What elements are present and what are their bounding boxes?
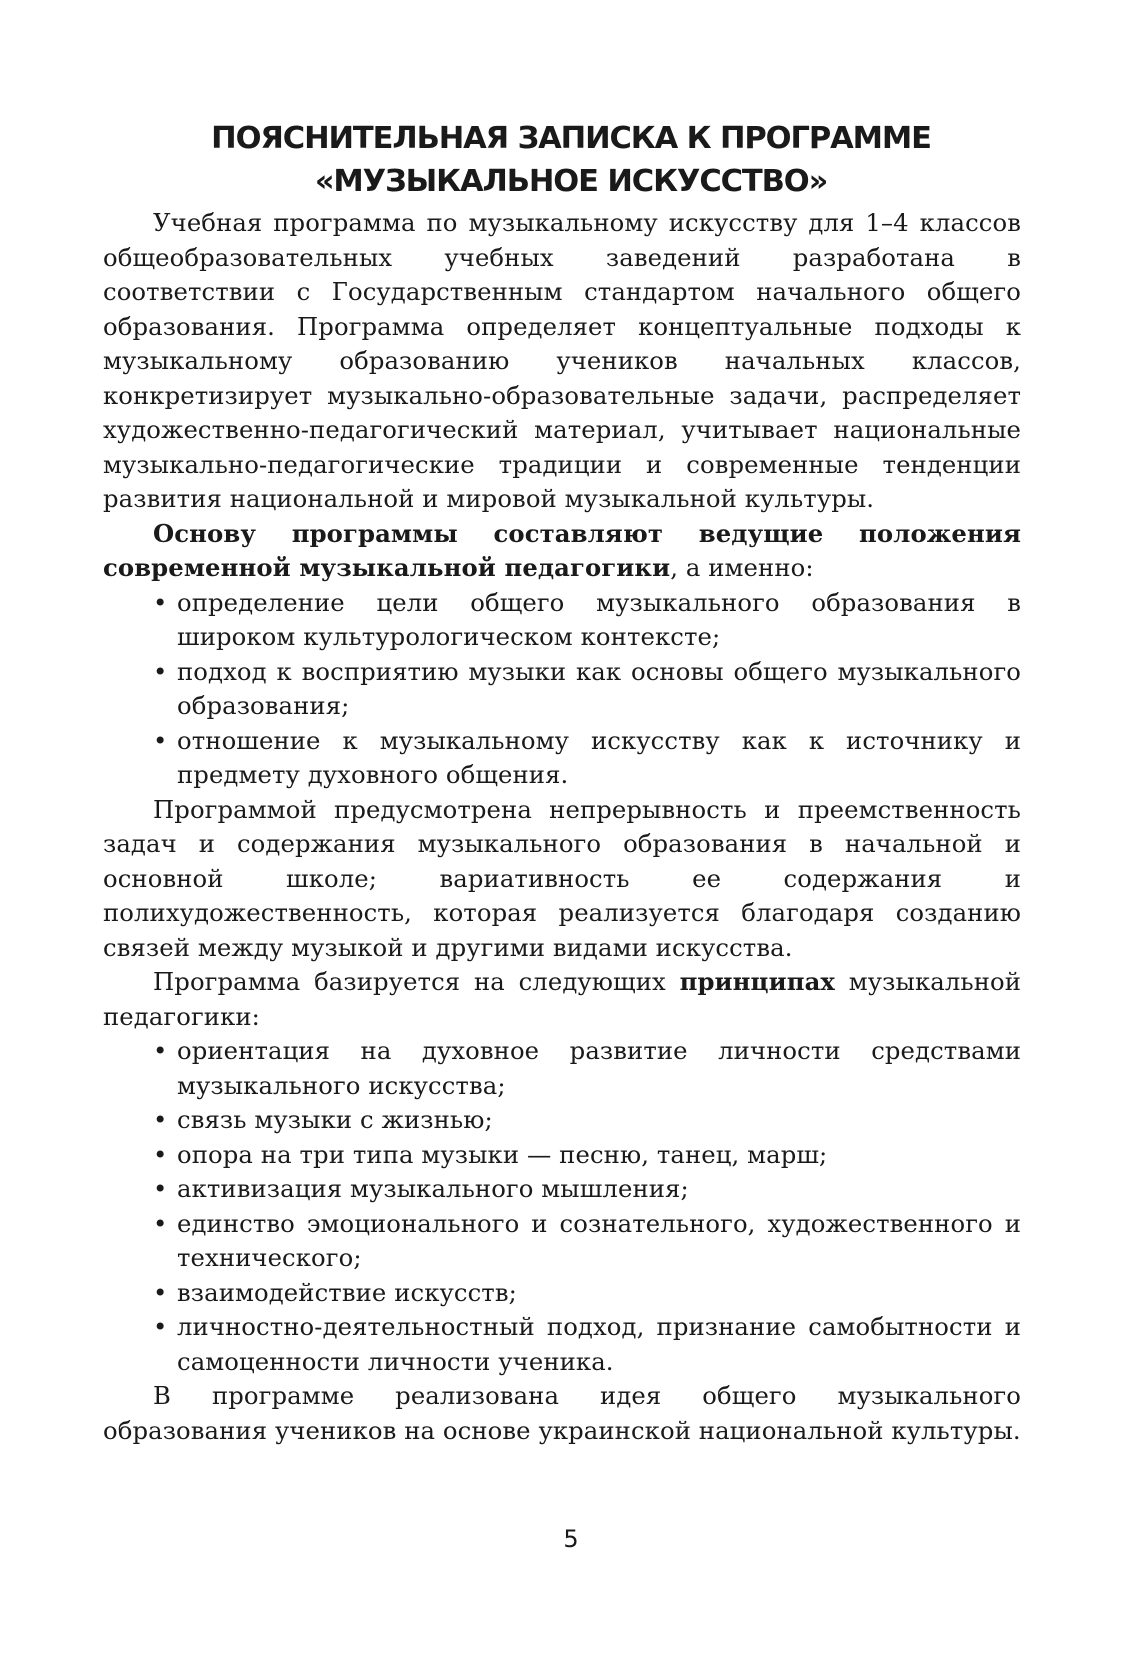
list-item-text: активизация музыкального мышления; — [177, 1174, 689, 1203]
list-item-text: взаимодействие искусств; — [177, 1277, 517, 1307]
bullet-icon: • — [153, 1277, 168, 1307]
list-item — [103, 1276, 1021, 1311]
list-item-text: подход к восприятию музыки как основы общего музыкального образования; — [177, 656, 1021, 720]
paragraph-foundations-rest: , а именно: — [670, 553, 814, 582]
list-item-text: ориентация на духовное развитие личности средствами музыкального искусства; — [177, 1036, 1021, 1100]
list-item — [103, 655, 1021, 724]
title-line-1: ПОЯСНИТЕЛЬНАЯ ЗАПИСКА К ПРОГРАММЕ — [211, 121, 931, 156]
paragraph-principles-before: Программа базируется на следующих — [153, 967, 680, 996]
page-number: 5 — [563, 1525, 579, 1553]
foundations-list — [103, 586, 1021, 793]
list-item-text: личностно-деятельностный подход, признание самобытности и самоценности личности ученика. — [177, 1312, 1021, 1376]
list-item — [103, 1138, 1021, 1173]
paragraph-continuity: Программой предусмотрена непрерывность и преемственность задач и содержания музыкального образования в начальной и основной школе; вариативность ее содержания и полихудожественность, которая реализуется благодаря созданию связей между музыкой и другими видами искусства. — [103, 794, 1021, 962]
paragraph-foundations — [103, 517, 1021, 586]
bullet-icon: • — [153, 1174, 168, 1203]
paragraph-principles-bold: принципах — [679, 967, 836, 996]
list-item — [103, 1207, 1021, 1276]
paragraph-intro: Учебная программа по музыкальному искусству для 1–4 классов общеобразовательных учебных заведений разработана в соответствии с Государственным стандартом начального общего образования. Программа определяет концептуальные подходы к музыкальному образованию учеников начальных классов, конкретизирует музыкально-образовательные задачи, распределяет художественно-педагогический материал, учитывает национальные музыкально-педагогические традиции и современные тенденции развития национальной и мировой музыкальной культуры. — [103, 208, 1021, 513]
principles-list — [103, 1034, 1021, 1379]
list-item — [103, 1172, 1021, 1207]
list-item — [103, 1310, 1021, 1379]
paragraph-principles — [103, 965, 1021, 1034]
list-item-text: единство эмоционального и сознательного, художественного и технического; — [177, 1208, 1021, 1272]
bullet-icon: • — [153, 1036, 168, 1065]
title-line-2: «МУЗЫКАЛЬНОЕ ИСКУССТВО» — [314, 164, 828, 199]
list-item-text: определение цели общего музыкального образования в широком культурологическом контексте; — [177, 587, 1021, 651]
bullet-icon: • — [153, 1208, 168, 1238]
list-item — [103, 724, 1021, 793]
bullet-icon: • — [153, 1312, 168, 1341]
list-item-text: опора на три типа музыки — песню, танец, марш; — [177, 1139, 828, 1169]
body-text — [103, 206, 1021, 1448]
paragraph-principles-after: музыкальной педагогики: — [103, 967, 1022, 1031]
bullet-icon: • — [153, 656, 168, 686]
paragraph-conclusion: В программе реализована идея общего музыкального образования учеников на основе украинской национальной культуры. — [103, 1381, 1021, 1445]
list-item — [103, 1034, 1021, 1103]
list-item-text: связь музыки с жизнью; — [177, 1105, 493, 1134]
paragraph-foundations-bold: Основу программы составляют ведущие положения современной музыкальной педагогики — [103, 518, 1021, 582]
bullet-icon: • — [153, 725, 168, 755]
bullet-icon: • — [153, 1139, 168, 1169]
bullet-icon: • — [153, 1105, 168, 1134]
bullet-icon: • — [153, 587, 168, 617]
list-item-text: отношение к музыкальному искусству как к источнику и предмету духовного общения. — [177, 725, 1021, 789]
list-item — [103, 586, 1021, 655]
list-item — [103, 1103, 1021, 1138]
